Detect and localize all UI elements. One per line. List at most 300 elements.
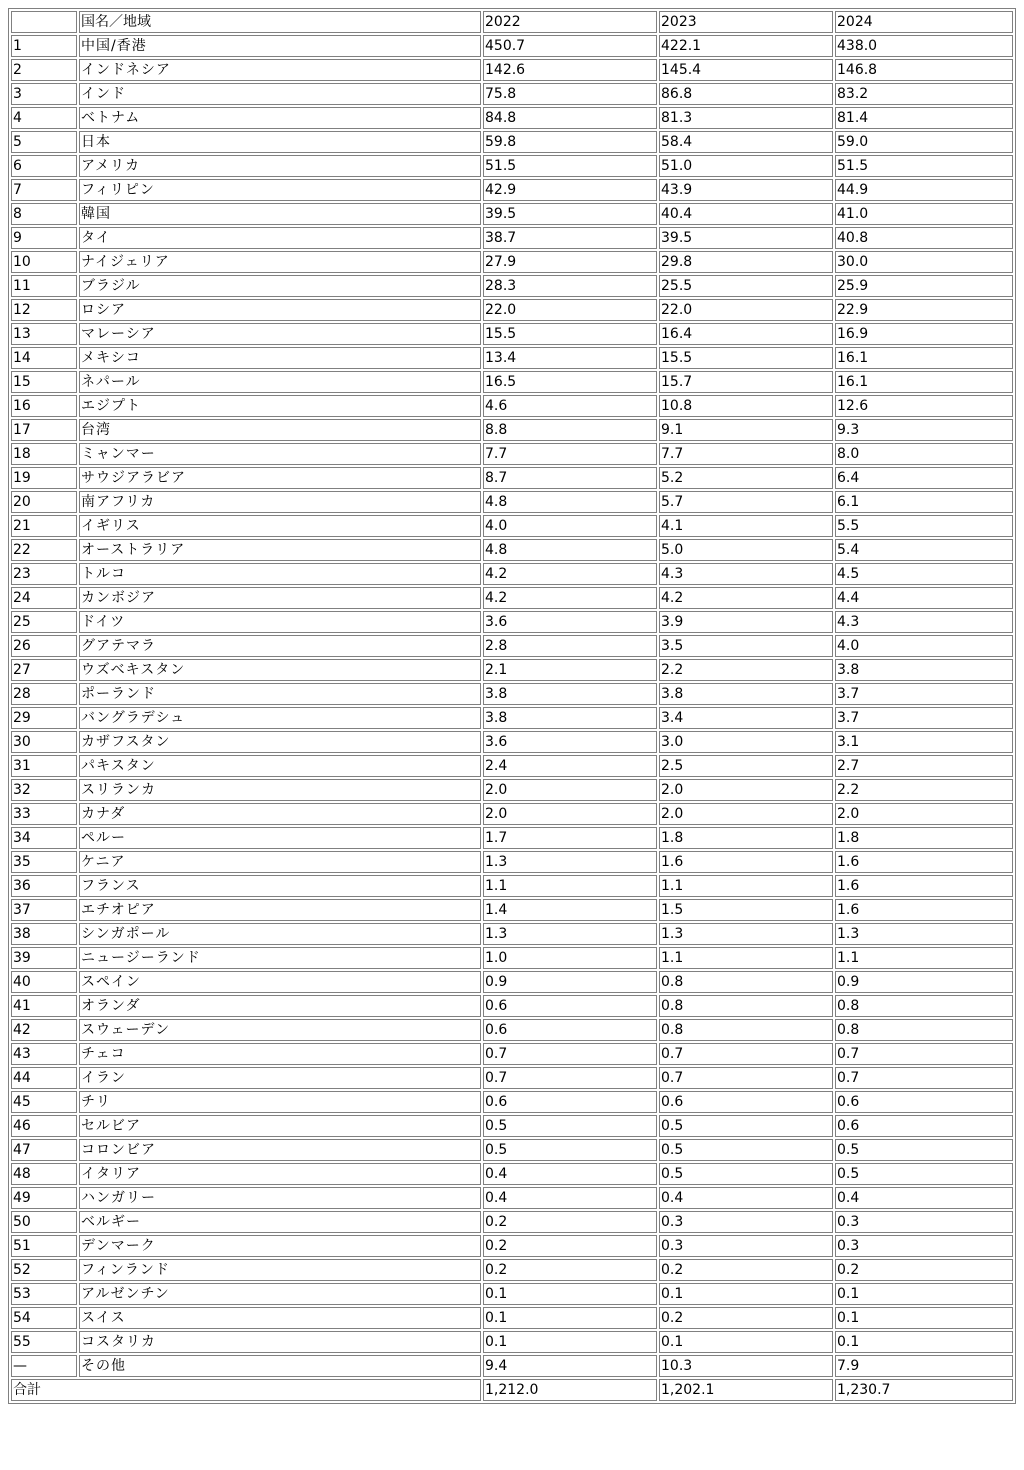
value-2024-cell: 0.3 [835, 1235, 1013, 1257]
value-2022-cell: 0.1 [483, 1307, 657, 1329]
value-2023-cell: 81.3 [659, 107, 833, 129]
total-row [11, 1379, 1013, 1401]
value-2022-cell: 4.2 [483, 563, 657, 585]
value-2024-cell: 4.4 [835, 587, 1013, 609]
value-2022-cell: 3.8 [483, 707, 657, 729]
value-2023-cell: 25.5 [659, 275, 833, 297]
country-cell: グアテマラ [79, 635, 481, 657]
table-row [11, 83, 1013, 105]
value-2024-cell: 0.3 [835, 1211, 1013, 1233]
rank-cell: 3 [11, 83, 77, 105]
value-2022-cell: 0.2 [483, 1211, 657, 1233]
value-2023-cell: 2.5 [659, 755, 833, 777]
country-cell: フィンランド [79, 1259, 481, 1281]
country-cell: イタリア [79, 1163, 481, 1185]
table-row [11, 323, 1013, 345]
value-2023-cell: 5.2 [659, 467, 833, 489]
value-2022-cell: 59.8 [483, 131, 657, 153]
value-2023-cell: 2.2 [659, 659, 833, 681]
country-cell: アメリカ [79, 155, 481, 177]
rank-cell: 29 [11, 707, 77, 729]
value-2024-cell: 1.6 [835, 851, 1013, 873]
value-2024-cell: 1.6 [835, 875, 1013, 897]
table-row [11, 107, 1013, 129]
rank-cell: 43 [11, 1043, 77, 1065]
value-2023-cell: 0.2 [659, 1307, 833, 1329]
table-row [11, 995, 1013, 1017]
value-2024-cell: 0.1 [835, 1307, 1013, 1329]
value-2023-cell: 39.5 [659, 227, 833, 249]
value-2023-cell: 3.8 [659, 683, 833, 705]
value-2023-cell: 0.5 [659, 1139, 833, 1161]
rank-cell: 27 [11, 659, 77, 681]
country-cell: オランダ [79, 995, 481, 1017]
rank-cell: 41 [11, 995, 77, 1017]
rank-cell: 10 [11, 251, 77, 273]
value-2022-cell: 0.4 [483, 1163, 657, 1185]
value-2022-cell: 0.1 [483, 1331, 657, 1353]
value-2022-cell: 4.0 [483, 515, 657, 537]
value-2022-cell: 38.7 [483, 227, 657, 249]
value-2024-cell: 3.8 [835, 659, 1013, 681]
value-2024-cell: 3.7 [835, 683, 1013, 705]
value-2024-cell: 1.6 [835, 899, 1013, 921]
value-2023-cell: 15.5 [659, 347, 833, 369]
value-2024-cell: 9.3 [835, 419, 1013, 441]
value-2024-cell: 0.9 [835, 971, 1013, 993]
value-2023-cell: 4.3 [659, 563, 833, 585]
value-2023-cell: 2.0 [659, 779, 833, 801]
country-cell: カザフスタン [79, 731, 481, 753]
value-2023-cell: 0.1 [659, 1331, 833, 1353]
total-2024: 1,230.7 [835, 1379, 1013, 1401]
rank-cell: 1 [11, 35, 77, 57]
rank-cell: 25 [11, 611, 77, 633]
country-cell: ドイツ [79, 611, 481, 633]
table-row [11, 35, 1013, 57]
table-row [11, 155, 1013, 177]
table-row [11, 1043, 1013, 1065]
value-2022-cell: 0.9 [483, 971, 657, 993]
value-2023-cell: 16.4 [659, 323, 833, 345]
rank-cell: 47 [11, 1139, 77, 1161]
value-2022-cell: 2.4 [483, 755, 657, 777]
value-2023-cell: 10.8 [659, 395, 833, 417]
table-row [11, 371, 1013, 393]
value-2023-cell: 0.5 [659, 1163, 833, 1185]
country-cell: 中国/香港 [79, 35, 481, 57]
header-rank [11, 11, 77, 33]
value-2023-cell: 1.1 [659, 947, 833, 969]
rank-cell: 17 [11, 419, 77, 441]
value-2023-cell: 5.7 [659, 491, 833, 513]
value-2024-cell: 81.4 [835, 107, 1013, 129]
value-2022-cell: 0.4 [483, 1187, 657, 1209]
table-row [11, 515, 1013, 537]
value-2023-cell: 0.8 [659, 971, 833, 993]
rank-cell: 26 [11, 635, 77, 657]
value-2024-cell: 59.0 [835, 131, 1013, 153]
table-row [11, 1187, 1013, 1209]
table-row [11, 299, 1013, 321]
country-cell: ミャンマー [79, 443, 481, 465]
rank-cell: 23 [11, 563, 77, 585]
table-row [11, 1115, 1013, 1137]
table-row [11, 1259, 1013, 1281]
table-row [11, 1067, 1013, 1089]
value-2022-cell: 0.5 [483, 1115, 657, 1137]
rank-cell: 48 [11, 1163, 77, 1185]
value-2022-cell: 1.0 [483, 947, 657, 969]
value-2024-cell: 25.9 [835, 275, 1013, 297]
rank-cell: 35 [11, 851, 77, 873]
rank-cell: 30 [11, 731, 77, 753]
value-2022-cell: 28.3 [483, 275, 657, 297]
value-2022-cell: 1.3 [483, 851, 657, 873]
value-2022-cell: 42.9 [483, 179, 657, 201]
country-cell: コロンビア [79, 1139, 481, 1161]
country-cell: エチオピア [79, 899, 481, 921]
value-2023-cell: 86.8 [659, 83, 833, 105]
table-row [11, 419, 1013, 441]
value-2022-cell: 4.6 [483, 395, 657, 417]
value-2023-cell: 1.1 [659, 875, 833, 897]
value-2022-cell: 8.7 [483, 467, 657, 489]
table-row [11, 1283, 1013, 1305]
rank-cell: 34 [11, 827, 77, 849]
table-row [11, 467, 1013, 489]
rank-cell: 32 [11, 779, 77, 801]
value-2023-cell: 0.8 [659, 995, 833, 1017]
country-cell: ペルー [79, 827, 481, 849]
value-2024-cell: 40.8 [835, 227, 1013, 249]
value-2022-cell: 8.8 [483, 419, 657, 441]
value-2024-cell: 16.1 [835, 347, 1013, 369]
rank-cell: 42 [11, 1019, 77, 1041]
country-cell: トルコ [79, 563, 481, 585]
country-cell: チェコ [79, 1043, 481, 1065]
value-2022-cell: 2.0 [483, 803, 657, 825]
country-cell: ロシア [79, 299, 481, 321]
table-row [11, 227, 1013, 249]
table-row [11, 875, 1013, 897]
value-2024-cell: 44.9 [835, 179, 1013, 201]
table-row [11, 275, 1013, 297]
rank-cell: 11 [11, 275, 77, 297]
table-row [11, 827, 1013, 849]
country-cell: 日本 [79, 131, 481, 153]
country-cell: スウェーデン [79, 1019, 481, 1041]
value-2022-cell: 13.4 [483, 347, 657, 369]
country-cell: インド [79, 83, 481, 105]
value-2023-cell: 1.5 [659, 899, 833, 921]
value-2023-cell: 0.8 [659, 1019, 833, 1041]
header-2024: 2024 [835, 11, 1013, 33]
value-2022-cell: 0.6 [483, 1019, 657, 1041]
total-label: 合計 [11, 1379, 481, 1401]
rank-cell: 13 [11, 323, 77, 345]
value-2024-cell: 16.9 [835, 323, 1013, 345]
page [8, 8, 1016, 1404]
value-2024-cell: 0.7 [835, 1067, 1013, 1089]
table-row [11, 491, 1013, 513]
value-2023-cell: 9.1 [659, 419, 833, 441]
value-2023-cell: 0.1 [659, 1283, 833, 1305]
value-2023-cell: 3.0 [659, 731, 833, 753]
country-cell: ケニア [79, 851, 481, 873]
country-cell: 南アフリカ [79, 491, 481, 513]
value-2022-cell: 0.7 [483, 1067, 657, 1089]
value-2023-cell: 43.9 [659, 179, 833, 201]
country-cell: イラン [79, 1067, 481, 1089]
rank-cell: 38 [11, 923, 77, 945]
rank-cell: 36 [11, 875, 77, 897]
rank-cell: 37 [11, 899, 77, 921]
rank-cell: 21 [11, 515, 77, 537]
value-2022-cell: 27.9 [483, 251, 657, 273]
rank-cell: 31 [11, 755, 77, 777]
rank-cell: 16 [11, 395, 77, 417]
value-2024-cell: 12.6 [835, 395, 1013, 417]
value-2024-cell: 30.0 [835, 251, 1013, 273]
table-row [11, 1307, 1013, 1329]
value-2024-cell: 4.0 [835, 635, 1013, 657]
value-2023-cell: 0.3 [659, 1235, 833, 1257]
total-2022: 1,212.0 [483, 1379, 657, 1401]
value-2022-cell: 1.3 [483, 923, 657, 945]
value-2023-cell: 0.7 [659, 1043, 833, 1065]
rank-cell: 44 [11, 1067, 77, 1089]
table-row [11, 179, 1013, 201]
country-cell: サウジアラビア [79, 467, 481, 489]
value-2023-cell: 4.2 [659, 587, 833, 609]
rank-cell: 4 [11, 107, 77, 129]
value-2024-cell: 0.2 [835, 1259, 1013, 1281]
table-row [11, 587, 1013, 609]
rank-cell: 19 [11, 467, 77, 489]
country-cell: パキスタン [79, 755, 481, 777]
value-2022-cell: 3.6 [483, 731, 657, 753]
total-2023: 1,202.1 [659, 1379, 833, 1401]
value-2024-cell: 0.8 [835, 1019, 1013, 1041]
country-cell: スリランカ [79, 779, 481, 801]
value-2022-cell: 0.7 [483, 1043, 657, 1065]
value-2023-cell: 3.4 [659, 707, 833, 729]
value-2024-cell: 41.0 [835, 203, 1013, 225]
value-2022-cell: 0.6 [483, 1091, 657, 1113]
country-cell: ベルギー [79, 1211, 481, 1233]
rank-cell: 2 [11, 59, 77, 81]
value-2022-cell: 0.2 [483, 1259, 657, 1281]
value-2024-cell: 146.8 [835, 59, 1013, 81]
value-2024-cell: 0.1 [835, 1331, 1013, 1353]
value-2024-cell: 0.1 [835, 1283, 1013, 1305]
value-2022-cell: 3.6 [483, 611, 657, 633]
rank-cell: — [11, 1355, 77, 1377]
value-2023-cell: 51.0 [659, 155, 833, 177]
country-cell: カナダ [79, 803, 481, 825]
country-cell: カンボジア [79, 587, 481, 609]
value-2022-cell: 3.8 [483, 683, 657, 705]
table-row [11, 1355, 1013, 1377]
table-row [11, 539, 1013, 561]
value-2022-cell: 142.6 [483, 59, 657, 81]
value-2022-cell: 16.5 [483, 371, 657, 393]
value-2023-cell: 1.6 [659, 851, 833, 873]
table-row [11, 1163, 1013, 1185]
value-2024-cell: 22.9 [835, 299, 1013, 321]
value-2022-cell: 0.2 [483, 1235, 657, 1257]
country-cell: フィリピン [79, 179, 481, 201]
value-2024-cell: 0.5 [835, 1163, 1013, 1185]
value-2024-cell: 7.9 [835, 1355, 1013, 1377]
value-2022-cell: 2.1 [483, 659, 657, 681]
rank-cell: 18 [11, 443, 77, 465]
value-2022-cell: 4.8 [483, 491, 657, 513]
value-2024-cell: 51.5 [835, 155, 1013, 177]
country-cell: シンガポール [79, 923, 481, 945]
value-2023-cell: 422.1 [659, 35, 833, 57]
rank-cell: 28 [11, 683, 77, 705]
value-2024-cell: 0.6 [835, 1115, 1013, 1137]
country-cell: セルビア [79, 1115, 481, 1137]
table-row [11, 923, 1013, 945]
country-cell: ウズベキスタン [79, 659, 481, 681]
country-cell: インドネシア [79, 59, 481, 81]
table-body [11, 35, 1013, 1377]
table-row [11, 731, 1013, 753]
value-2022-cell: 39.5 [483, 203, 657, 225]
value-2023-cell: 5.0 [659, 539, 833, 561]
table-row [11, 803, 1013, 825]
value-2024-cell: 83.2 [835, 83, 1013, 105]
header-2023: 2023 [659, 11, 833, 33]
value-2022-cell: 1.7 [483, 827, 657, 849]
rank-cell: 8 [11, 203, 77, 225]
value-2024-cell: 6.4 [835, 467, 1013, 489]
country-cell: ナイジェリア [79, 251, 481, 273]
value-2022-cell: 9.4 [483, 1355, 657, 1377]
value-2022-cell: 4.8 [483, 539, 657, 561]
value-2024-cell: 1.1 [835, 947, 1013, 969]
value-2023-cell: 10.3 [659, 1355, 833, 1377]
table-row [11, 395, 1013, 417]
table-row [11, 131, 1013, 153]
value-2022-cell: 1.1 [483, 875, 657, 897]
table-row [11, 1331, 1013, 1353]
value-2023-cell: 1.8 [659, 827, 833, 849]
table-row [11, 659, 1013, 681]
value-2022-cell: 2.8 [483, 635, 657, 657]
country-cell: その他 [79, 1355, 481, 1377]
table-row [11, 1019, 1013, 1041]
value-2022-cell: 75.8 [483, 83, 657, 105]
table-row [11, 755, 1013, 777]
value-2022-cell: 15.5 [483, 323, 657, 345]
data-table [8, 8, 1016, 1404]
country-cell: ニュージーランド [79, 947, 481, 969]
table-row [11, 347, 1013, 369]
country-cell: マレーシア [79, 323, 481, 345]
country-cell: チリ [79, 1091, 481, 1113]
header-2022: 2022 [483, 11, 657, 33]
rank-cell: 15 [11, 371, 77, 393]
value-2023-cell: 40.4 [659, 203, 833, 225]
country-cell: バングラデシュ [79, 707, 481, 729]
table-row [11, 707, 1013, 729]
rank-cell: 54 [11, 1307, 77, 1329]
country-cell: オーストラリア [79, 539, 481, 561]
value-2023-cell: 4.1 [659, 515, 833, 537]
rank-cell: 52 [11, 1259, 77, 1281]
value-2024-cell: 0.8 [835, 995, 1013, 1017]
table-row [11, 563, 1013, 585]
value-2022-cell: 51.5 [483, 155, 657, 177]
rank-cell: 12 [11, 299, 77, 321]
value-2022-cell: 4.2 [483, 587, 657, 609]
table-row [11, 1235, 1013, 1257]
value-2024-cell: 1.8 [835, 827, 1013, 849]
value-2022-cell: 450.7 [483, 35, 657, 57]
table-row [11, 899, 1013, 921]
value-2023-cell: 0.3 [659, 1211, 833, 1233]
table-row [11, 851, 1013, 873]
rank-cell: 24 [11, 587, 77, 609]
value-2022-cell: 7.7 [483, 443, 657, 465]
value-2023-cell: 3.5 [659, 635, 833, 657]
value-2023-cell: 0.4 [659, 1187, 833, 1209]
value-2023-cell: 2.0 [659, 803, 833, 825]
rank-cell: 45 [11, 1091, 77, 1113]
rank-cell: 6 [11, 155, 77, 177]
table-row [11, 1139, 1013, 1161]
value-2024-cell: 2.0 [835, 803, 1013, 825]
value-2024-cell: 4.5 [835, 563, 1013, 585]
table-row [11, 251, 1013, 273]
value-2023-cell: 0.7 [659, 1067, 833, 1089]
table-row [11, 1091, 1013, 1113]
value-2023-cell: 0.2 [659, 1259, 833, 1281]
value-2024-cell: 438.0 [835, 35, 1013, 57]
country-cell: メキシコ [79, 347, 481, 369]
rank-cell: 14 [11, 347, 77, 369]
rank-cell: 50 [11, 1211, 77, 1233]
header-row [11, 11, 1013, 33]
country-cell: ブラジル [79, 275, 481, 297]
value-2023-cell: 3.9 [659, 611, 833, 633]
value-2024-cell: 6.1 [835, 491, 1013, 513]
country-cell: スイス [79, 1307, 481, 1329]
value-2022-cell: 0.5 [483, 1139, 657, 1161]
value-2024-cell: 0.5 [835, 1139, 1013, 1161]
value-2024-cell: 3.1 [835, 731, 1013, 753]
country-cell: アルゼンチン [79, 1283, 481, 1305]
value-2022-cell: 22.0 [483, 299, 657, 321]
table-row [11, 971, 1013, 993]
rank-cell: 39 [11, 947, 77, 969]
value-2024-cell: 0.7 [835, 1043, 1013, 1065]
country-cell: ハンガリー [79, 1187, 481, 1209]
rank-cell: 53 [11, 1283, 77, 1305]
value-2024-cell: 5.5 [835, 515, 1013, 537]
rank-cell: 46 [11, 1115, 77, 1137]
country-cell: ポーランド [79, 683, 481, 705]
rank-cell: 5 [11, 131, 77, 153]
value-2024-cell: 16.1 [835, 371, 1013, 393]
value-2022-cell: 84.8 [483, 107, 657, 129]
rank-cell: 33 [11, 803, 77, 825]
table-row [11, 635, 1013, 657]
